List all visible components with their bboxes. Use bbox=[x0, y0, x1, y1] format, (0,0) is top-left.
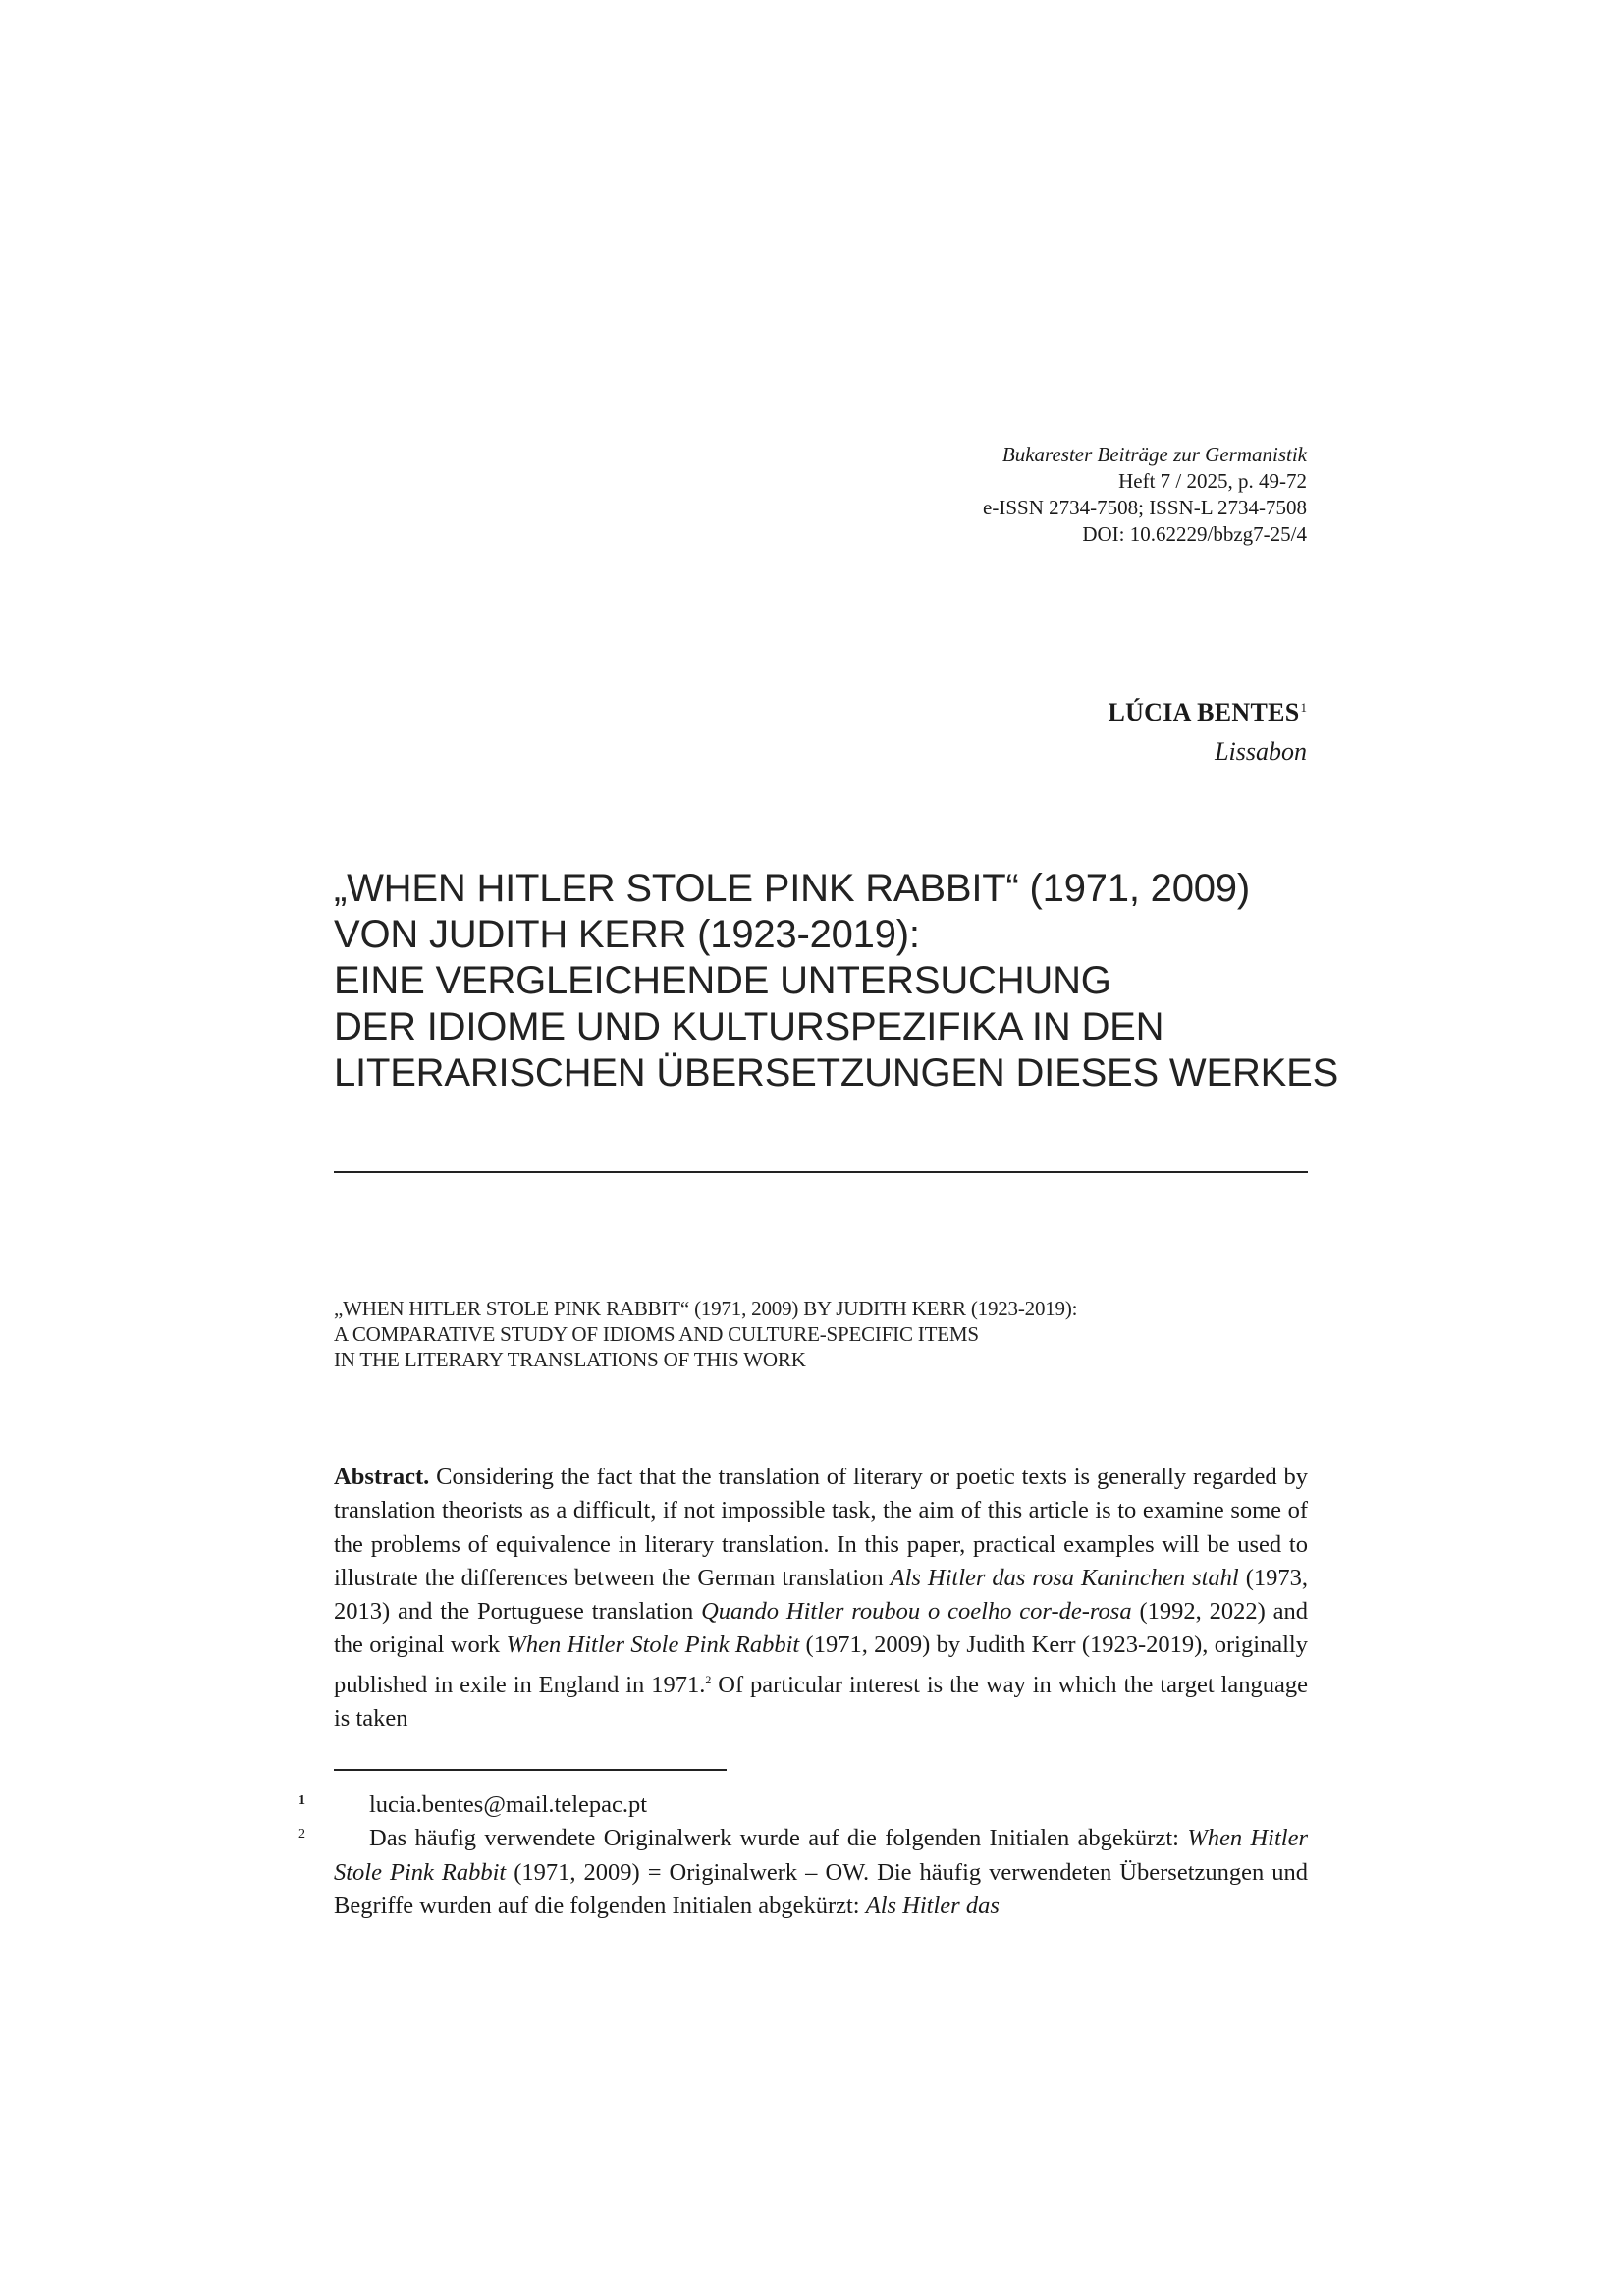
english-title bbox=[334, 1296, 1077, 1372]
abstract-text: (1973, 2013) and the Portuguese translation bbox=[334, 1564, 1308, 1626]
author-block bbox=[1108, 688, 1307, 772]
author-city: Lissabon bbox=[1215, 737, 1307, 766]
footnote-2 bbox=[298, 1822, 1309, 1923]
footnote-text: Das häufig verwendete Originalwerk wurde auf die folgenden Initialen abgekürzt: bbox=[369, 1825, 1188, 1852]
title-line: „WHEN HITLER STOLE PINK RABBIT“ (1971, 2009) bbox=[334, 867, 1250, 910]
abstract-text: Considering the fact that the translation of literary or poetic texts is generally regarded by translation theorists as a difficult, if not impossible task, the aim of this article is to examine some of the problems of equivalence in literary translation. In this paper, practical examples will be used to illustrate the differences between the German translation bbox=[334, 1464, 1308, 1591]
abstract-work-title: Als Hitler das rosa Kaninchen stahl bbox=[890, 1564, 1239, 1591]
subtitle-line: „WHEN HITLER STOLE PINK RABBIT“ (1971, 2009) BY JUDITH KERR (1923-2019): bbox=[334, 1297, 1078, 1320]
journal-doi: DOI: 10.62229/bbzg7-25/4 bbox=[1082, 522, 1307, 546]
footnotes bbox=[298, 1789, 1309, 1923]
footnote-work-title: Als Hitler das bbox=[865, 1892, 1000, 1919]
abstract-work-title: When Hitler Stole Pink Rabbit bbox=[506, 1631, 800, 1659]
footnote-number: 1 bbox=[298, 1793, 305, 1808]
abstract-text: (1992, 2022) and the original work bbox=[334, 1598, 1309, 1659]
journal-header bbox=[983, 442, 1307, 548]
footnote-text: (1971, 2009) = Originalwerk – OW. Die häufig verwendeten Übersetzungen und Begriffe wurden auf die folgenden Initialen abgekürzt: bbox=[334, 1858, 1309, 1919]
footnote-marker[interactable]: 2 bbox=[705, 1672, 712, 1686]
journal-issn: e-ISSN 2734-7508; ISSN-L 2734-7508 bbox=[983, 496, 1307, 519]
title-divider bbox=[334, 1171, 1308, 1173]
journal-name: Bukarester Beiträge zur Germanistik bbox=[1001, 443, 1307, 466]
abstract-paragraph bbox=[334, 1461, 1308, 1735]
footnote-1 bbox=[298, 1789, 1308, 1822]
footnote-divider bbox=[334, 1769, 727, 1771]
footnote-work-title: When Hitler Stole Pink Rabbit bbox=[334, 1825, 1309, 1886]
abstract-text: (1971, 2009) by Judith Kerr (1923-2019), originally published in exile in England in 1971. bbox=[334, 1631, 1308, 1698]
abstract-work-title: Quando Hitler roubou o coelho cor-de-rosa bbox=[701, 1598, 1132, 1626]
footnote-email[interactable]: lucia.bentes@mail.telepac.pt bbox=[369, 1791, 648, 1818]
title-line: DER IDIOME UND KULTURSPEZIFIKA IN DEN bbox=[334, 1005, 1164, 1048]
subtitle-line: A COMPARATIVE STUDY OF IDIOMS AND CULTURE-SPECIFIC ITEMS bbox=[334, 1322, 979, 1346]
journal-issue: Heft 7 / 2025, p. 49-72 bbox=[1118, 469, 1307, 493]
title-line: EINE VERGLEICHENDE UNTERSUCHUNG bbox=[334, 959, 1111, 1002]
abstract-text: Of particular interest is the way in which the target language is taken bbox=[334, 1671, 1308, 1733]
title-line: VON JUDITH KERR (1923-2019): bbox=[334, 913, 920, 956]
article-title bbox=[334, 866, 1339, 1096]
subtitle-line: IN THE LITERARY TRANSLATIONS OF THIS WORK bbox=[334, 1348, 806, 1371]
footnote-number: 2 bbox=[298, 1827, 305, 1842]
abstract-label: Abstract. bbox=[334, 1464, 430, 1490]
title-line: LITERARISCHEN ÜBERSETZUNGEN DIESES WERKES bbox=[334, 1051, 1339, 1095]
author-name: LÚCIA BENTES bbox=[1108, 698, 1300, 726]
author-footnote-marker[interactable]: 1 bbox=[1300, 700, 1307, 715]
